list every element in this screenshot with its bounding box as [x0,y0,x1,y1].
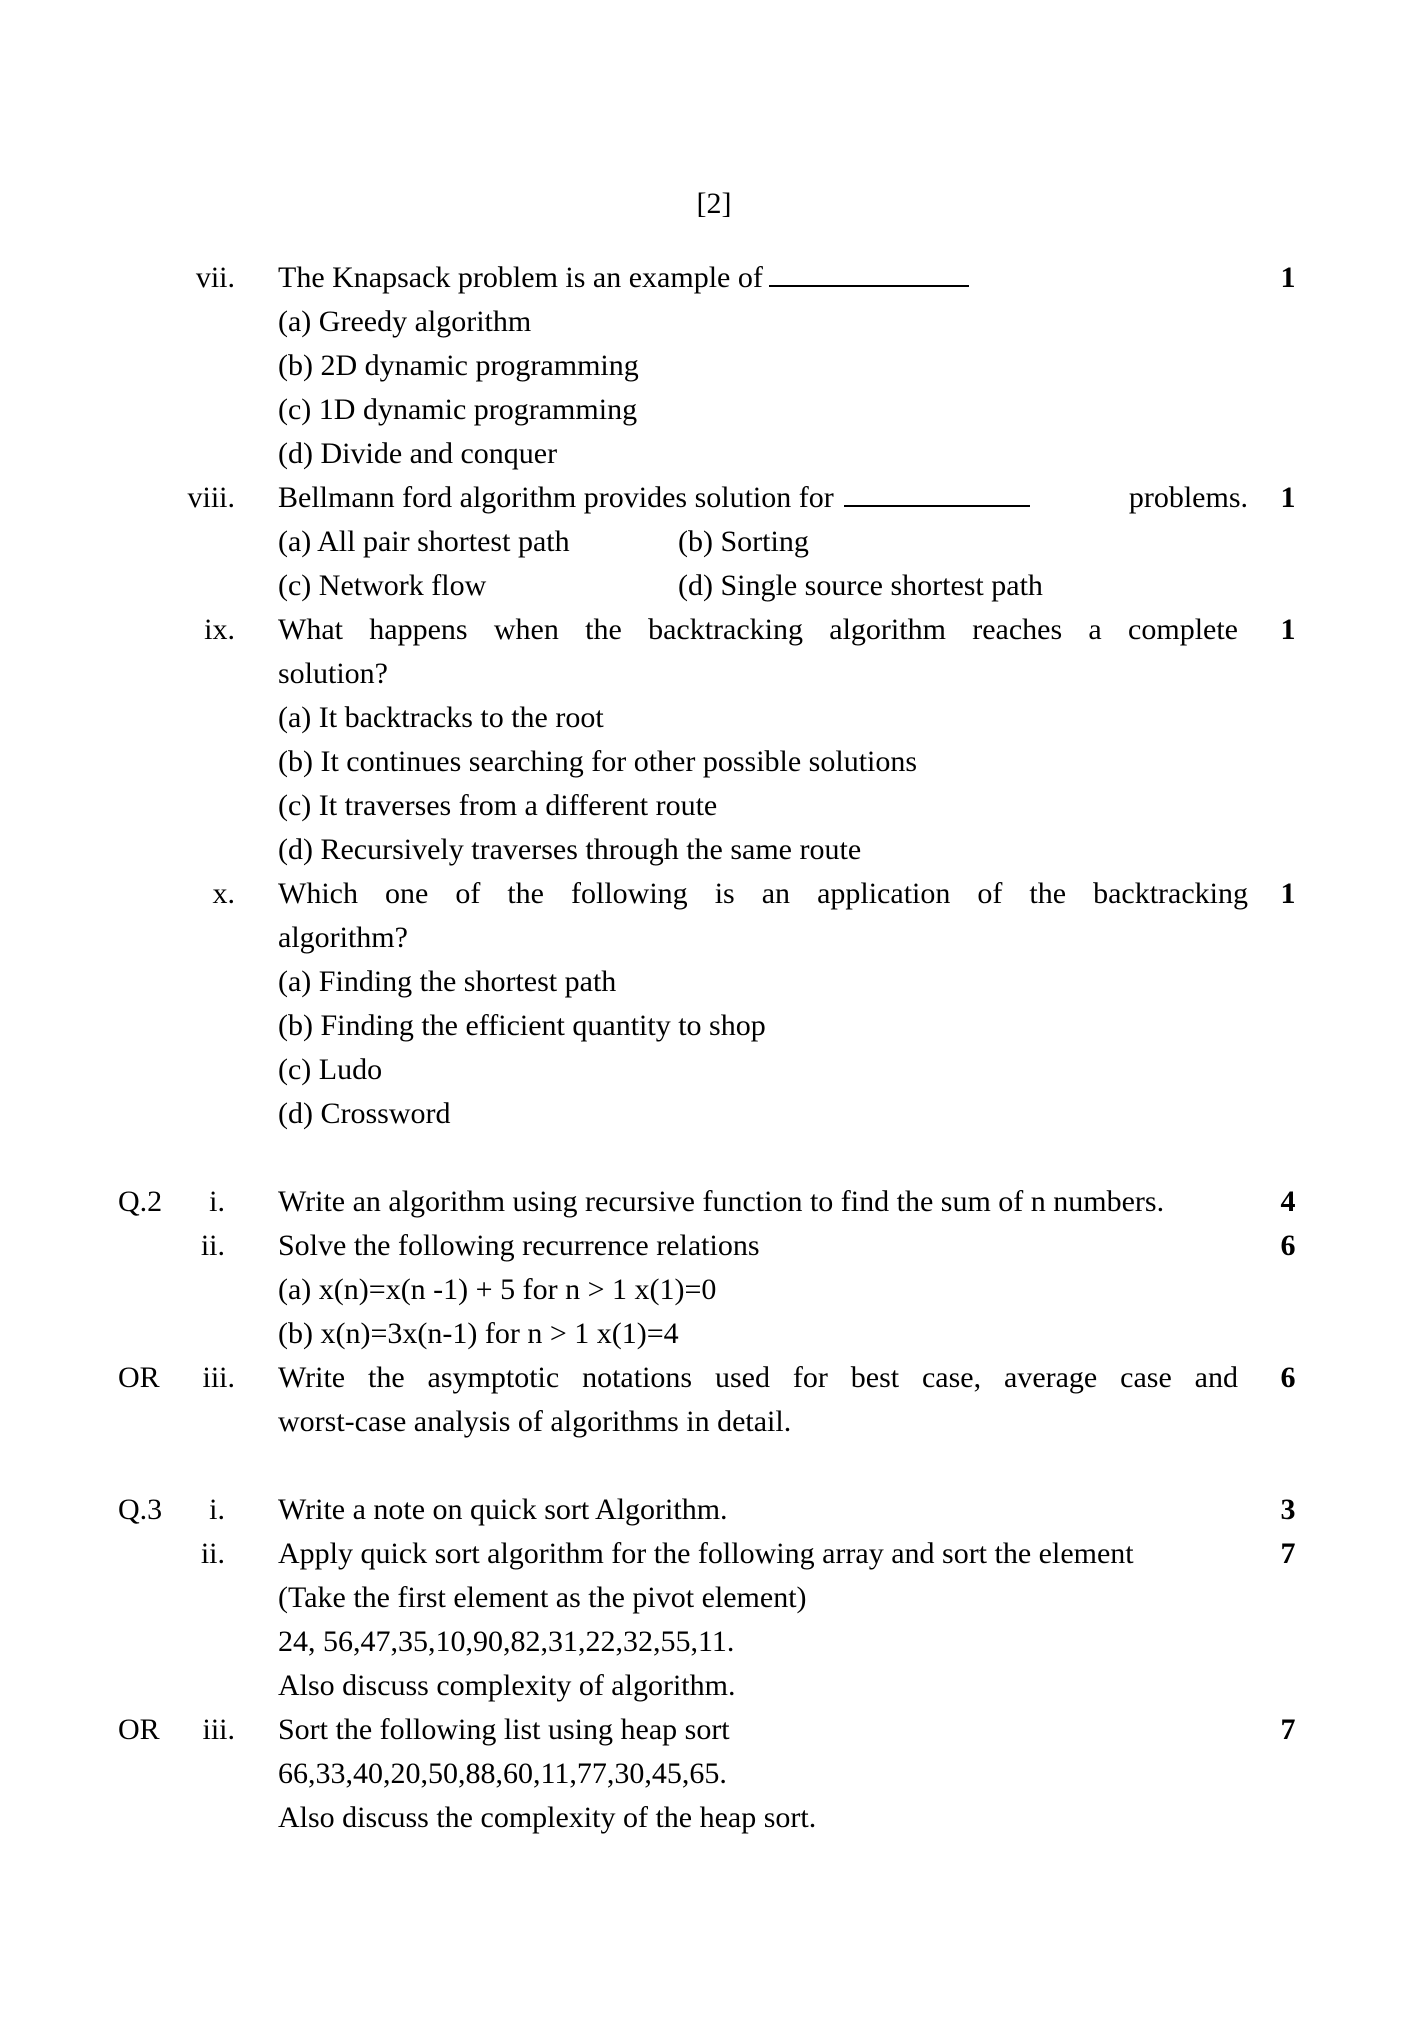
option: (a) Finding the shortest path [278,965,617,998]
question-text-cont: solution? [278,657,388,690]
option: (d) Recursively traverses through the same route [278,833,862,866]
marks: 4 [1280,1185,1296,1218]
question-text: Apply quick sort algorithm for the following array and sort the element [278,1537,1134,1570]
question-text [278,256,969,300]
sub-question-number: iii. [202,1713,235,1746]
option: (d) Crossword [278,1097,451,1130]
question-text-cont: algorithm? [278,921,408,954]
option: (d) Single source shortest path [678,569,1043,602]
option: (b) Sorting [678,525,809,558]
option: (a) All pair shortest path [278,525,570,558]
option: (c) 1D dynamic programming [278,393,638,426]
marks: 1 [1280,613,1296,646]
answer-blank [844,505,1030,507]
marks: 1 [1280,877,1296,910]
or-label: OR [118,1713,160,1746]
marks: 1 [1280,261,1296,294]
question-number: viii. [187,481,235,514]
marks: 6 [1280,1361,1296,1394]
question-text [278,476,1248,520]
option: (c) It traverses from a different route [278,789,718,822]
array-values: 24, 56,47,35,10,90,82,31,22,32,55,11. [278,1625,735,1658]
question-text: Write an algorithm using recursive function to find the sum of n numbers. [278,1185,1165,1218]
question-text: What happens when the backtracking algorithm reaches a complete [278,613,1238,646]
question-text: Solve the following recurrence relations [278,1229,760,1262]
question-number: ix. [204,613,235,646]
question-text: Write the asymptotic notations used for best case, average case and [278,1361,1238,1394]
question-stem-end: problems. [1128,481,1248,514]
option: (b) It continues searching for other possible solutions [278,745,918,778]
marks: 7 [1280,1713,1296,1746]
question-text-cont: worst-case analysis of algorithms in detail. [278,1405,792,1438]
sub-question-number: ii. [200,1537,225,1570]
sub-part: (b) x(n)=3x(n-1) for n > 1 x(1)=4 [278,1317,679,1350]
question-number: x. [212,877,235,910]
marks: 6 [1280,1229,1296,1262]
sub-part: (a) x(n)=x(n -1) + 5 for n > 1 x(1)=0 [278,1273,717,1306]
sub-question-number: ii. [200,1229,225,1262]
option: (a) Greedy algorithm [278,305,532,338]
question-text-cont: Also discuss complexity of algorithm. [278,1669,736,1702]
option: (c) Ludo [278,1053,383,1086]
marks: 1 [1280,481,1296,514]
sub-question-number: i. [209,1493,225,1526]
question-label-q2: Q.2 [118,1185,163,1218]
question-number: vii. [195,261,235,294]
option: (d) Divide and conquer [278,437,558,470]
answer-blank [769,285,969,287]
question-label-q3: Q.3 [118,1493,163,1526]
option: (a) It backtracks to the root [278,701,604,734]
question-stem: The Knapsack problem is an example of [278,261,763,294]
option: (b) Finding the efficient quantity to shop [278,1009,766,1042]
list-values: 66,33,40,20,50,88,60,11,77,30,45,65. [278,1757,727,1790]
sub-question-number: iii. [202,1361,235,1394]
option: (b) 2D dynamic programming [278,349,639,382]
sub-question-number: i. [209,1185,225,1218]
question-stem: Bellmann ford algorithm provides solution for [278,481,834,514]
question-text: Write a note on quick sort Algorithm. [278,1493,728,1526]
option: (c) Network flow [278,569,487,602]
page-number: [2] [696,187,732,220]
question-text: Sort the following list using heap sort [278,1713,730,1746]
question-text-cont: (Take the first element as the pivot element) [278,1581,807,1614]
marks: 7 [1280,1537,1296,1570]
question-text-cont: Also discuss the complexity of the heap sort. [278,1801,817,1834]
or-label: OR [118,1361,160,1394]
marks: 3 [1280,1493,1296,1526]
question-text: Which one of the following is an application of the backtracking [278,877,1248,910]
